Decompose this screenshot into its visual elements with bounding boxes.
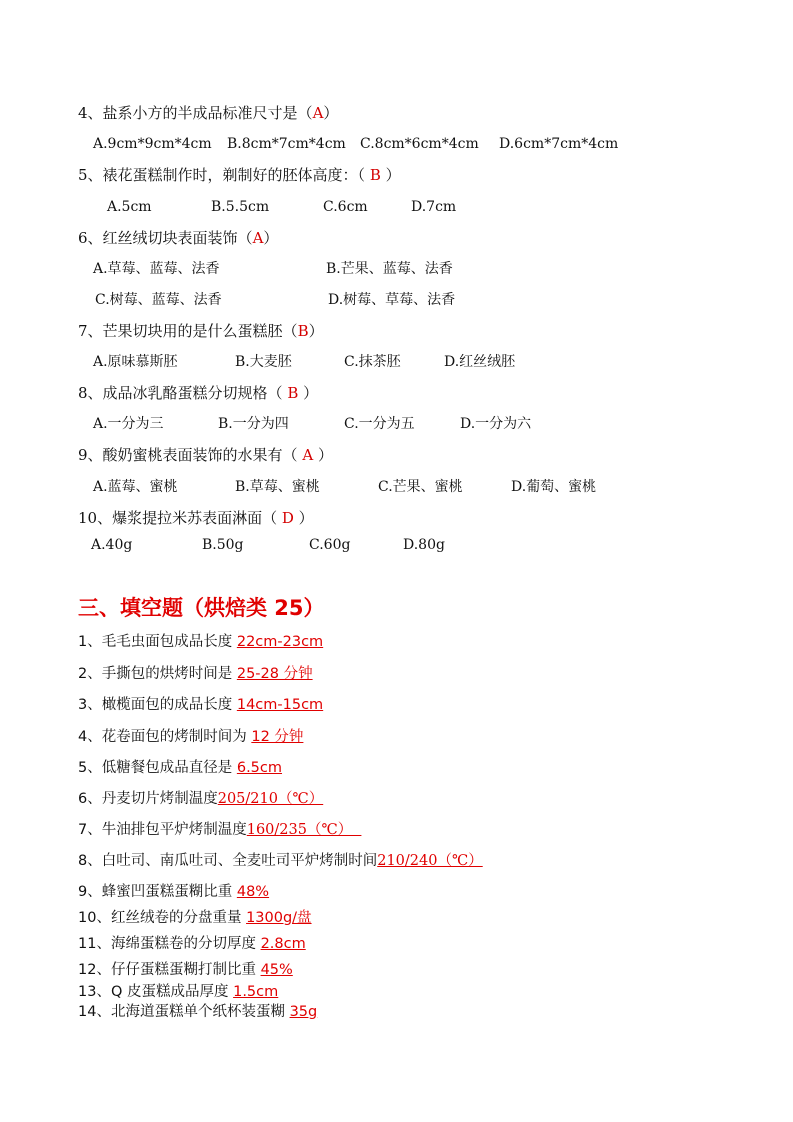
option-c: C.6cm (323, 199, 368, 215)
option-d: D.7cm (411, 199, 457, 215)
fill-item-14: 14、北海道蛋糕单个纸杯装蛋糊 35g (78, 1004, 318, 1020)
option-d: D.一分为六 (460, 416, 532, 432)
option-c: C.树莓、蓝莓、法香 (95, 292, 222, 308)
option-c: C.8cm*6cm*4cm (360, 136, 479, 152)
question-8: 8、成品冰乳酪蛋糕分切规格（ B ） (78, 384, 319, 402)
fill-item-5: 5、低糖餐包成品直径是 6.5cm (78, 760, 283, 776)
question-4: 4、盐系小方的半成品标准尺寸是（A） (78, 104, 339, 122)
option-a: A.一分为三 (93, 416, 164, 432)
option-a: A.40g (91, 537, 133, 553)
fill-answer: 48% (236, 884, 270, 900)
fill-answer: 205/210（℃） (217, 791, 324, 807)
option-b: B.5.5cm (211, 199, 270, 215)
option-a: A.草莓、蓝莓、法香 (93, 261, 220, 277)
fill-answer: 160/235（℃） (246, 822, 362, 838)
question-5: 5、裱花蛋糕制作时，剃制好的胚体高度：（ B ） (78, 166, 401, 184)
fill-item-12: 12、仔仔蛋糕蛋糊打制比重 45% (78, 962, 293, 978)
option-d: D.红丝绒胚 (444, 354, 516, 370)
option-c: C.60g (309, 537, 351, 553)
option-b: B.大麦胚 (235, 354, 292, 370)
fill-item-2: 2、手撕包的烘烤时间是 25-28 分钟 (78, 666, 313, 682)
fill-item-11: 11、海绵蛋糕卷的分切厚度 2.8cm (78, 936, 306, 952)
fill-answer: 12 分钟 (251, 729, 304, 745)
option-d: D.6cm*7cm*4cm (499, 136, 619, 152)
option-d: D.葡萄、蜜桃 (511, 479, 597, 495)
option-a: A.9cm*9cm*4cm (93, 136, 212, 152)
fill-answer: 1.5cm (233, 984, 279, 1000)
option-c: C.一分为五 (344, 416, 415, 432)
option-b: B.芒果、蓝莓、法香 (326, 261, 453, 277)
option-c: C.抹茶胚 (344, 354, 401, 370)
option-d: D.树莓、草莓、法香 (328, 292, 456, 308)
fill-item-8: 8、白吐司、南瓜吐司、全麦吐司平炉烤制时间210/240（℃） (78, 853, 483, 869)
answer: A (302, 446, 314, 464)
fill-answer: 45% (260, 962, 293, 978)
fill-answer: 2.8cm (260, 936, 306, 952)
option-b: B.8cm*7cm*4cm (227, 136, 346, 152)
option-a: A.原味慕斯胚 (93, 354, 178, 370)
fill-item-9: 9、蜂蜜凹蛋糕蛋糊比重 48% (78, 884, 270, 900)
option-b: B.一分为四 (218, 416, 289, 432)
answer: B (297, 322, 309, 340)
option-b: B.50g (202, 537, 244, 553)
question-10: 10、爆浆提拉米苏表面淋面（ D ） (78, 509, 314, 527)
fill-item-3: 3、橄榄面包的成品长度 14cm-15cm (78, 697, 324, 713)
option-b: B.草莓、蜜桃 (235, 479, 320, 495)
fill-answer: 22cm-23cm (236, 634, 324, 650)
fill-item-13: 13、Q 皮蛋糕成品厚度 1.5cm (78, 984, 279, 1000)
option-a: A.蓝莓、蜜桃 (93, 479, 178, 495)
fill-item-7: 7、牛油排包平炉烤制温度160/235（℃） (78, 822, 362, 838)
option-c: C.芒果、蜜桃 (378, 479, 463, 495)
fill-answer: 14cm-15cm (236, 697, 324, 713)
option-a: A.5cm (107, 199, 152, 215)
answer: B (365, 166, 386, 184)
section-title: 三、填空题（烘焙类 25） (78, 596, 325, 620)
answer: B (287, 384, 299, 402)
answer: A (312, 104, 324, 122)
fill-item-10: 10、红丝绒卷的分盘重量 1300g/盘 (78, 910, 312, 926)
question-9: 9、酸奶蜜桃表面装饰的水果有（ A ） (78, 446, 333, 464)
question-7: 7、芒果切块用的是什么蛋糕胚（B） (78, 322, 324, 340)
fill-answer: 25-28 分钟 (236, 666, 313, 682)
fill-answer: 210/240（℃） (377, 853, 483, 869)
fill-item-6: 6、丹麦切片烤制温度205/210（℃） (78, 791, 324, 807)
option-d: D.80g (403, 537, 445, 553)
answer: A (252, 229, 264, 247)
fill-answer: 1300g/盘 (246, 910, 312, 926)
fill-answer: 6.5cm (236, 760, 283, 776)
fill-item-1: 1、毛毛虫面包成品长度 22cm-23cm (78, 634, 324, 650)
answer: D (281, 509, 294, 527)
question-6: 6、红丝绒切块表面装饰（A） (78, 229, 279, 247)
fill-item-4: 4、花卷面包的烤制时间为 12 分钟 (78, 729, 304, 745)
fill-answer: 35g (289, 1004, 318, 1020)
